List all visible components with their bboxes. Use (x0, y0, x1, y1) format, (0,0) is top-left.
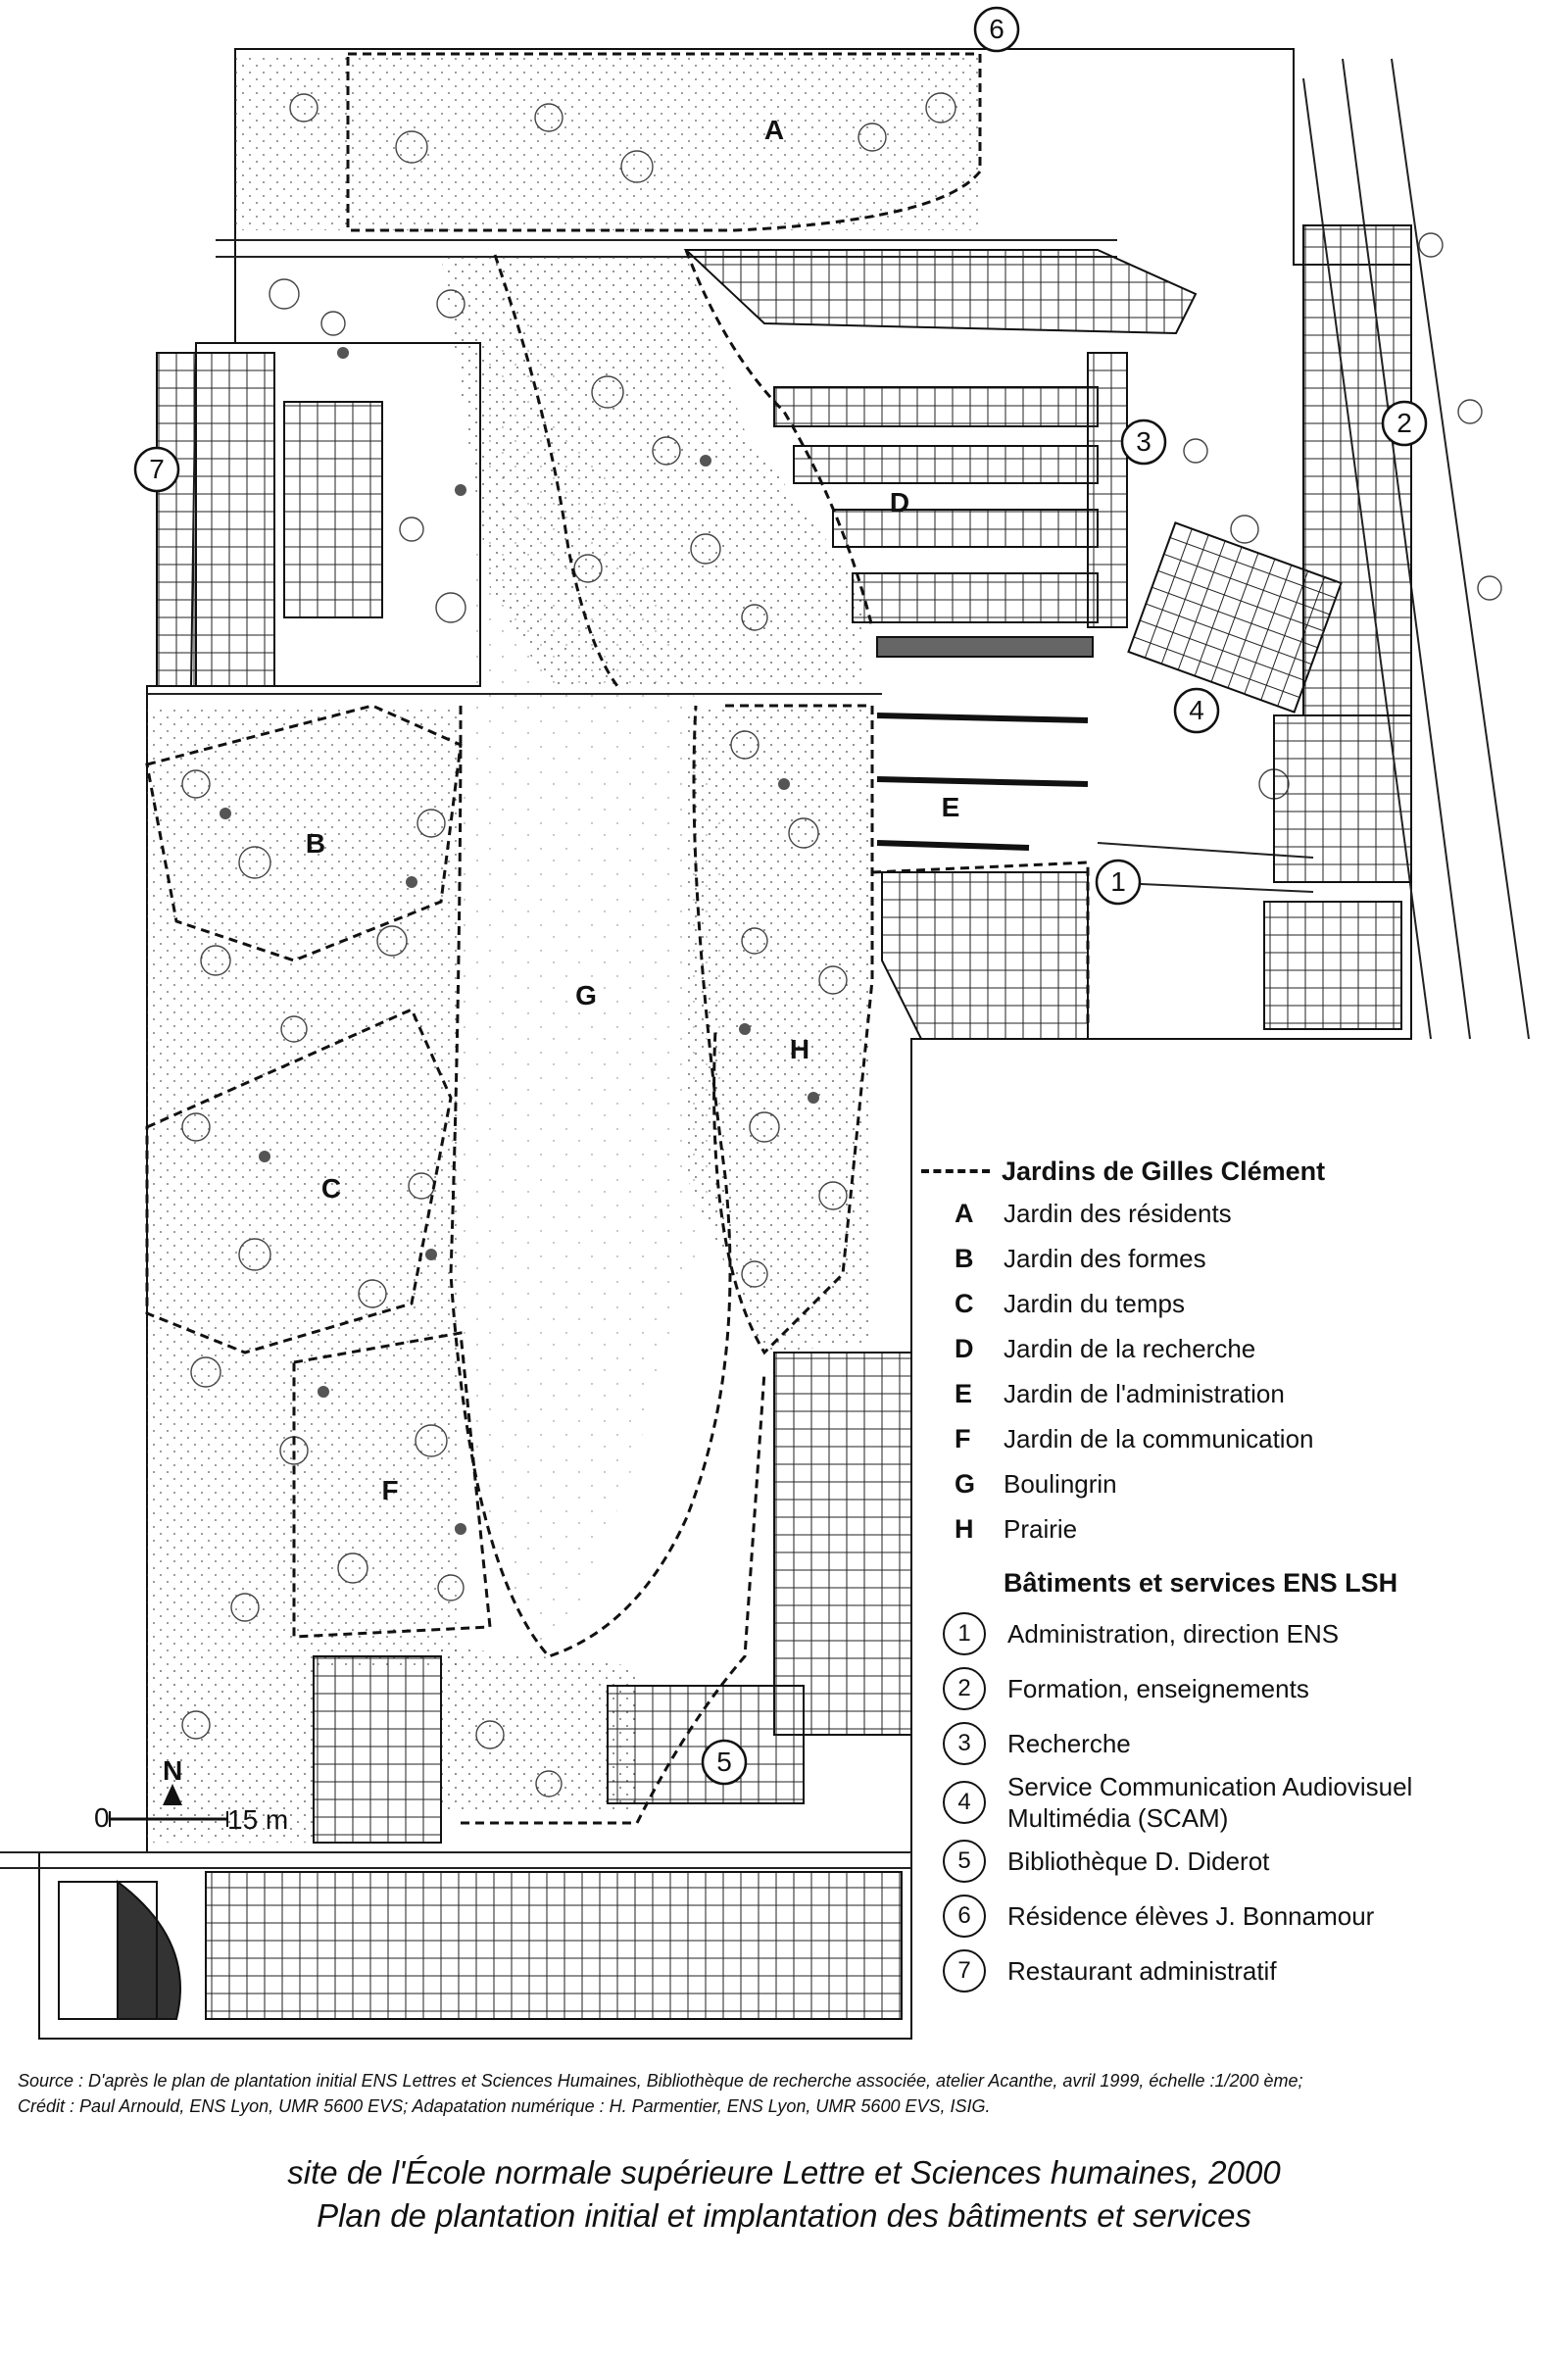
zone-label-g: G (575, 980, 597, 1010)
legend-garden-key: A (955, 1198, 974, 1228)
legend-building-number: 3 (943, 1722, 986, 1765)
legend-building-number: 7 (943, 1949, 986, 1993)
legend-building-list (921, 1606, 1548, 1998)
legend-building-label: Administration, direction ENS (1007, 1619, 1340, 1649)
legend-building-row (921, 1606, 1548, 1661)
legend-building-label: Résidence élèves J. Bonnamour (1007, 1901, 1375, 1931)
legend-garden-row (921, 1371, 1548, 1416)
legend-garden-key: F (955, 1423, 971, 1453)
legend-building-label: Restaurant administratif (1007, 1956, 1277, 1986)
zone-label-a: A (763, 115, 785, 145)
legend-garden-key: C (955, 1288, 974, 1318)
marker-number: 3 (1136, 426, 1152, 457)
zone-label-b: B (305, 828, 326, 859)
marker-number: 2 (1396, 408, 1412, 438)
caption-line-1: site de l'École normale supérieure Lettre et Sciences humaines, 2000 (287, 2154, 1281, 2191)
building-marker-3 (1122, 420, 1165, 464)
legend-building-number: 1 (943, 1612, 986, 1655)
zone-label-f: F (381, 1475, 399, 1505)
legend-building-number: 5 (943, 1840, 986, 1883)
marker-number: 6 (989, 14, 1004, 44)
dashed-line-icon (921, 1169, 990, 1173)
caption-line-2: Plan de plantation initial et implantation des bâtiments et services (317, 2197, 1251, 2234)
legend-garden-key: D (955, 1333, 974, 1363)
zone-label-h: H (789, 1034, 810, 1064)
building-marker-2 (1383, 402, 1426, 445)
building-marker-7 (135, 448, 178, 491)
legend-building-label: Formation, enseignements (1007, 1674, 1309, 1703)
legend-buildings-title: Bâtiments et services ENS LSH (1004, 1568, 1398, 1598)
legend-building-row (921, 1661, 1548, 1716)
legend-building-number: 6 (943, 1895, 986, 1938)
legend-garden-label: Jardin de l'administration (1004, 1378, 1285, 1408)
source-credit (18, 2068, 1556, 2119)
legend-building-label: Bibliothèque D. Diderot (1007, 1846, 1270, 1876)
legend-garden-row (921, 1326, 1548, 1371)
legend-building-row (921, 1889, 1548, 1944)
building-marker-5 (703, 1741, 746, 1784)
legend-building-label: Recherche (1007, 1729, 1131, 1758)
legend-garden-label: Boulingrin (1004, 1468, 1117, 1499)
legend-building-row (921, 1834, 1548, 1889)
legend-garden-row (921, 1281, 1548, 1326)
legend-building-number: 2 (943, 1667, 986, 1710)
marker-number: 4 (1189, 695, 1204, 725)
scale-zero: 0 (94, 1802, 110, 1833)
zone-label-d: D (889, 487, 910, 517)
legend-garden-row (921, 1461, 1548, 1506)
building-marker-6 (975, 8, 1018, 51)
legend-garden-key: G (955, 1468, 976, 1499)
building-marker-4 (1175, 689, 1218, 732)
source-line: Source : D'après le plan de plantation initial ENS Lettres et Sciences Humaines, Bibliothèque de recherche associée, atelier Acanthe, avril 1999, échelle :1/200 ème; (18, 2071, 1303, 2091)
scale-distance: 15 m (227, 1804, 289, 1835)
marker-number: 1 (1110, 866, 1126, 897)
marker-number: 5 (716, 1747, 732, 1777)
legend-garden-list (921, 1191, 1548, 1551)
legend-gardens-title-text: Jardins de Gilles Clément (1002, 1156, 1326, 1186)
map-caption (0, 2151, 1568, 2238)
credit-line: Crédit : Paul Arnould, ENS Lyon, UMR 5600 EVS; Adapatation numérique : H. Parmentier, ENS Lyon, UMR 5600 EVS, ISIG. (18, 2096, 991, 2116)
legend-garden-label: Jardin du temps (1004, 1288, 1185, 1318)
legend-garden-row (921, 1416, 1548, 1461)
legend-garden-label: Jardin de la communication (1004, 1423, 1314, 1453)
legend-gardens-title (921, 1152, 1548, 1191)
legend-building-row (921, 1771, 1548, 1834)
legend-building-row (921, 1716, 1548, 1771)
legend-garden-row (921, 1191, 1548, 1236)
legend-building-number: 4 (943, 1781, 986, 1824)
legend-garden-label: Jardin des résidents (1004, 1198, 1232, 1228)
legend-garden-key: B (955, 1243, 974, 1273)
legend-garden-key: H (955, 1513, 974, 1544)
legend-building-row (921, 1944, 1548, 1998)
legend (921, 1152, 1548, 1998)
zone-label-e: E (941, 792, 960, 822)
garden-e-hedges (877, 715, 1088, 848)
legend-garden-label: Prairie (1004, 1513, 1078, 1544)
legend-garden-label: Jardin de la recherche (1004, 1333, 1256, 1363)
legend-garden-key: E (955, 1378, 973, 1408)
legend-garden-row (921, 1506, 1548, 1551)
legend-building-label: Service Communication Audiovisuel Multimédia (SCAM) (1007, 1772, 1413, 1833)
marker-number: 7 (149, 454, 165, 484)
legend-garden-row (921, 1236, 1548, 1281)
legend-garden-label: Jardin des formes (1004, 1243, 1206, 1273)
north-label: N (163, 1755, 183, 1786)
zone-label-c: C (320, 1173, 342, 1204)
building-marker-1 (1097, 861, 1140, 904)
